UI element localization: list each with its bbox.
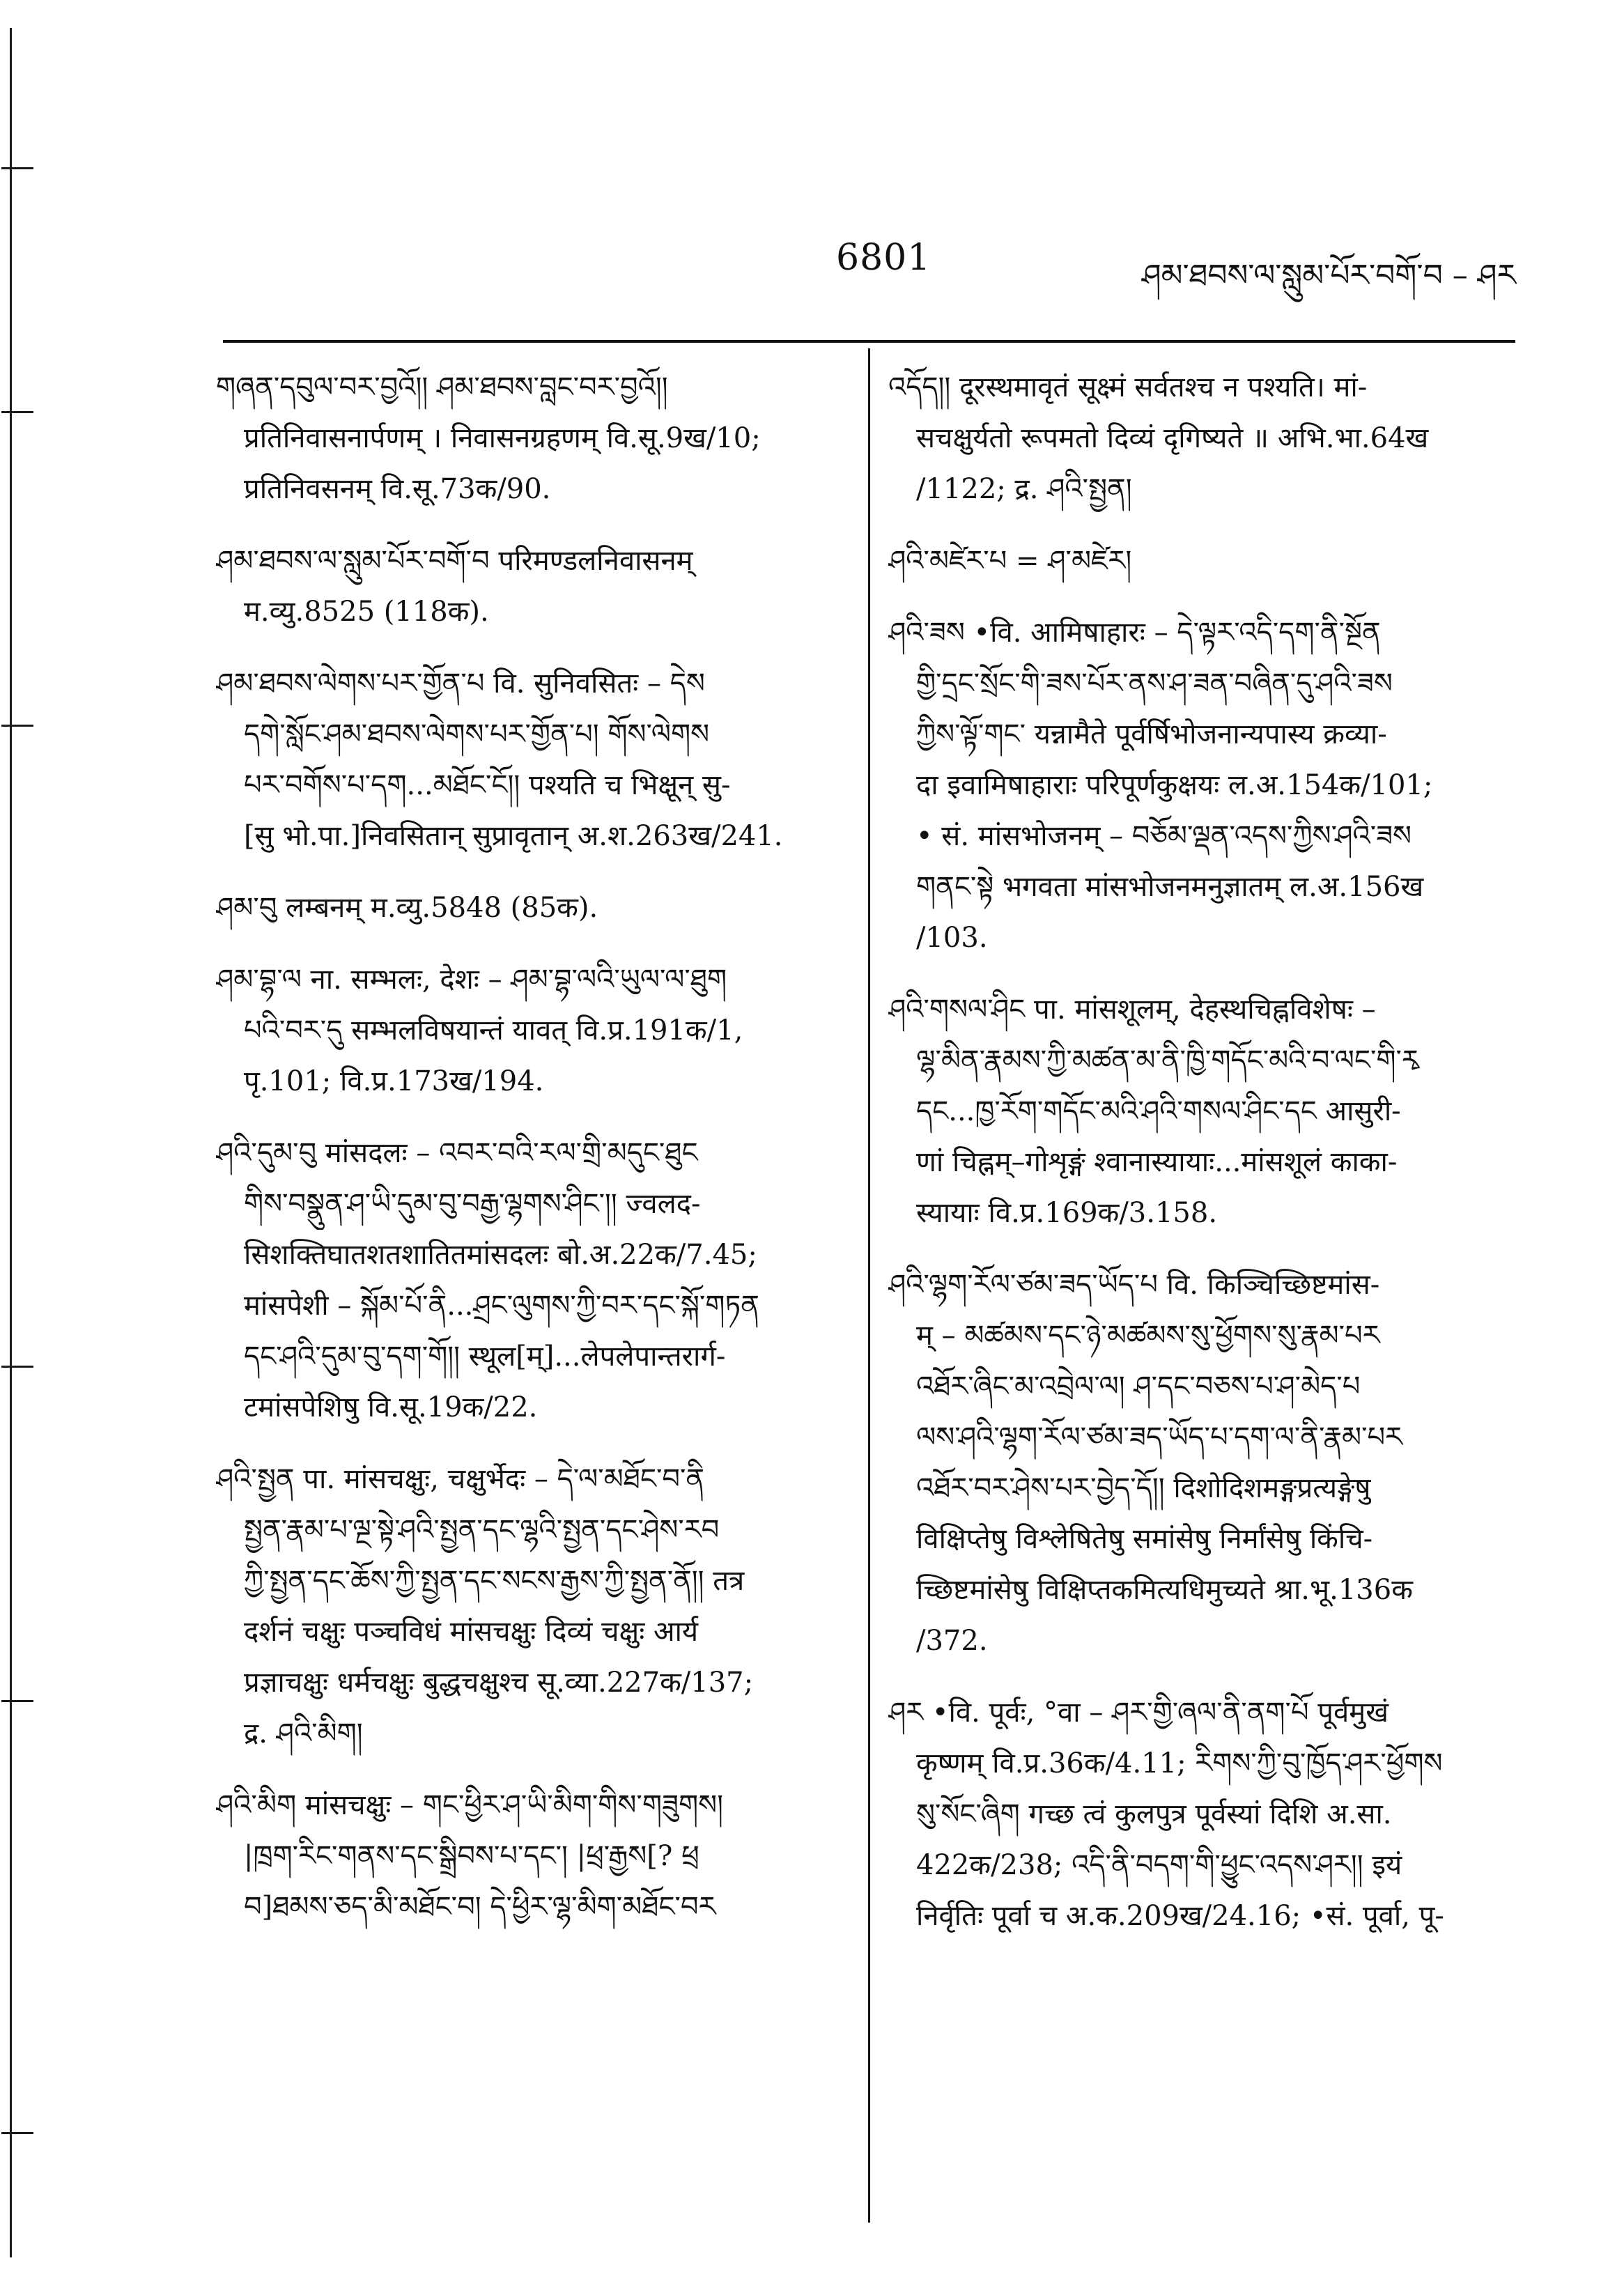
dictionary-entry [216,1780,829,1933]
dictionary-entry [888,1688,1501,1942]
entry-line: སུ་སོང་ཞིག गच्छ त्वं कुलपुत्र पूर्वस्यां दिशि अ.सा. [916,1798,1392,1830]
dictionary-entry [216,658,829,862]
left-column [216,362,829,2230]
entry-line: • सं. मांसभोजनम् – བཅོམ་ལྡན་འདས་ཀྱིས་ཤའི་ཟས [916,820,1412,852]
margin-tick [1,167,33,169]
entry-line: कृष्णम् वि.प्र.36क/4.11; རིགས་ཀྱི་བུ་ཁྱོད་ཤར་ཕྱོགས [916,1747,1443,1779]
entry-line: द्र. ཤའི་མིག། [244,1717,363,1750]
entry-headword-line: ཤར •वि. पूर्वः, °वा – ཤར་གྱི་ཞལ་ནི་ནག་པོ पूर्वमुखं [888,1697,1389,1729]
entry-headword-line: ཤའི་སྤྱན पा. मांसचक्षुः, चक्षुर्भेदः – དེ་ལ་མཐོང་བ་ནི [216,1463,705,1495]
entry-line: /372. [916,1625,988,1657]
entry-line: स्यायाः वि.प्र.169क/3.158. [916,1197,1218,1229]
dictionary-entry [216,536,829,638]
entry-headword-line: ཤམ་ཐབས་ལེགས་པར་གྱོན་པ वि. सुनिवसितः – དེས [216,667,705,700]
entry-line: म् – མཚམས་དང་ཉེ་མཚམས་སུ་ཕྱོགས་སུ་རྣམ་པར [916,1320,1380,1352]
entry-line: निर्वृतिः पूर्वा च अ.क.209ख/24.16; •सं. पूर्वा, पू- [916,1900,1444,1932]
dictionary-entry [216,1454,829,1759]
entry-headword-line: ཤའི་མིག मांसचक्षुः – གང་ཕྱིར་ཤ་ཡི་མིག་གིས་གཟུགས། [216,1789,723,1821]
dictionary-entry [888,362,1501,515]
entry-line: གྱི་དྲང་སྲོང་གི་ཟས་པོར་ནས་ཤ་ཟན་བཞིན་དུ་ཤའི་ཟས [916,667,1393,700]
entry-line: ལས་ཤའི་ལྷག་རོལ་ཙམ་ཟད་ཡོད་པ་དག་ལ་ནི་རྣམ་པར [916,1421,1403,1453]
running-head: ཤམ་ཐབས་ལ་སླུམ་པོར་བགོ་བ – ཤར [1141,258,1516,293]
dictionary-entry [216,883,829,934]
entry-headword-line: ཤའི་དུམ་བུ मांसदलः – འབར་བའི་རལ་གྲི་མདུང་ཐུང [216,1137,698,1169]
entry-line: प्रज्ञाचक्षुः धर्मचक्षुः बुद्धचक्षुश्च सू.व्या.227क/137; [244,1667,754,1699]
header-rule [223,340,1515,343]
entry-line: सचक्षुर्यतो रूपमतो दिव्यं दृगिष्यते ॥ अभि.भा.64ख [916,422,1429,454]
entry-line: འཐོར་བར་ཤེས་པར་བྱེད་དོ།། दिशोदिशमङ्गप्रत्यङ्गेषु [916,1472,1371,1504]
dictionary-entry [216,1128,829,1433]
entry-headword-line: གཞན་དབུལ་བར་བྱའོ།། ཤམ་ཐབས་བླང་བར་བྱའོ།། [216,371,668,403]
page-number: 6801 [836,237,931,279]
entry-line: 422क/238; འདི་ནི་བདག་གི་ཕྱུང་འདས་ཤར།། इयं [916,1849,1402,1881]
entry-line: दर्शनं चक्षुः पञ्चविधं मांसचक्षुः दिव्यं चक्षुः आर्य [244,1616,699,1648]
entry-line: प्रतिनिवासनार्पणम् । निवासनग्रहणम् वि.सू.9ख/10; [244,422,761,454]
dictionary-entry [216,955,829,1107]
entry-headword-line: ཤའི་ཟས •वि. आमिषाहारः – དེ་ལྟར་འདི་དག་ནི་སྔོན [888,617,1381,649]
entry-headword-line: ཤམ་བྷ་ལ ना. सम्भलः, देशः – ཤམ་བྷ་ལའི་ཡུལ་ལ་ཐུག [216,964,727,996]
column-divider [868,348,870,2223]
entry-line: [सु भो.पा.]निवसितान् सुप्रावृतान् अ.श.263ख/241. [244,820,783,852]
entry-line: सिशक्तिघातशतशातितमांसदलः बो.अ.22क/7.45; [244,1239,757,1271]
entry-headword-line: ཤའི་ལྷག་རོལ་ཙམ་ཟད་ཡོད་པ वि. किञ्चिच्छिष्टमांस- [888,1269,1380,1301]
entry-line: བ]ཐམས་ཅད་མི་མཐོང་བ། དེ་ཕྱིར་ལྷ་མིག་མཐོང་བར [244,1891,716,1923]
entry-line: |ཁྲག་རིང་གནས་དང་སྒྲིབས་པ་དང་། |ཕྲ་རྒྱས[? ཕྲ [244,1840,699,1872]
entry-line: णां चिह्नम्–गोशृङ्गं श्वानास्यायाः...मांसशूलं काका- [916,1146,1398,1178]
entry-line: དང་ཤའི་དུམ་བུ་དག་གོ།། स्थूल[म्]...लेपलेपान्तरार्ग- [244,1341,726,1373]
entry-line: म.व्यु.8525 (118क). [244,596,489,628]
entry-line: /103. [916,922,988,954]
dictionary-entry [888,1260,1501,1667]
entry-line: प्रतिनिवसनम् वि.सू.73क/90. [244,473,551,505]
entry-headword-line: འདོད།། दूरस्थमावृतं सूक्ष्मं सर्वतश्च न पश्यति। मां- [888,371,1368,403]
entry-line: གིས་བསྣུན་ཤ་ཡི་དུམ་བུ་བརྒྱ་ལྷགས་ཤིང་།། ज्वलद- [244,1188,701,1220]
entry-line: ཀྱིས་ལྟོ་གང་ यन्नामैते पूर्वर्षिभोजनान्यपास्य क्रव्या- [916,718,1387,750]
margin-tick [1,411,33,413]
dictionary-entry [888,984,1501,1239]
entry-line: གནང་སྟེ भगवता मांसभोजनमनुज्ञातम् ल.अ.156ख [916,871,1424,903]
entry-line: दा इवामिषाहाराः परिपूर्णकुक्षयः ल.अ.154क/101; [916,769,1433,801]
entry-headword-line: ཤམ་བུ लम्बनम् म.व्यु.5848 (85क). [216,892,598,924]
dictionary-entry [888,608,1501,964]
entry-line: मांसपेशी – སྐོམ་པོ་ནི...ཤྲང་ལུགས་ཀྱི་བར་དང་སྐོ་གཏན [244,1290,759,1322]
entry-line: འཐོར་ཞིང་མ་འབྲེལ་ལ། ཤ་དང་བཅས་པ་ཤ་མེད་པ [916,1370,1361,1403]
dictionary-entry [216,362,829,515]
margin-tick [1,1366,33,1368]
entry-line: विक्षिप्तेषु विश्लेषितेषु समांसेषु निर्मांसेषु किंचि- [916,1523,1373,1555]
entry-line: /1122; द्र. ཤའི་སྤྱན། [916,473,1132,505]
dictionary-entry [888,536,1501,587]
entry-line: ལྷ་མིན་རྣམས་ཀྱི་མཚན་མ་ནི་ཁྱི་གདོང་མའི་བ་ལང་གི་རྭ [916,1044,1419,1076]
entry-line: पृ.101; वि.प्र.173ख/194. [244,1065,544,1097]
page-header [223,237,1516,300]
entry-line: པའི་བར་དུ सम्भलविषयान्तं यावत् वि.प्र.191क/1, [244,1014,743,1047]
margin-tick [1,725,33,727]
entry-line: སྤྱན་རྣམ་པ་ལྔ་སྟེ་ཤའི་སྤྱན་དང་ལྷའི་སྤྱན་དང་ཤེས་རབ [244,1514,720,1546]
entry-headword-line: ཤའི་གསལ་ཤིང पा. मांसशूलम्, देहस्थचिह्नविशेषः – [888,994,1376,1026]
entry-line: च्छिष्टमांसेषु विक्षिप्तकमित्यधिमुच्यते श्रा.भू.136क [916,1574,1413,1606]
margin-tick [1,2132,33,2134]
entry-line: टमांसपेशिषु वि.सू.19क/22. [244,1391,538,1423]
entry-headword-line: ཤའི་མཛེར་པ = ཤ་མཛེར། [888,545,1132,577]
entry-line: དགེ་སློང་ཤམ་ཐབས་ལེགས་པར་གྱོན་པ། གོས་ལེགས [244,718,710,750]
margin-tick [1,1700,33,1702]
entry-line: པར་བགོས་པ་དག...མཐོང་ངོ།། पश्यति च भिक्षून् सु- [244,769,731,801]
margin-rule [10,28,12,2257]
entry-line: ཀྱི་སྤྱན་དང་ཆོས་ཀྱི་སྤྱན་དང་སངས་རྒྱས་ཀྱི་སྤྱན་ནོ།། तत्र [244,1565,745,1597]
right-column [888,362,1501,2230]
entry-headword-line: ཤམ་ཐབས་ལ་སླུམ་པོར་བགོ་བ परिमण्डलनिवासनम् [216,545,693,577]
scan-margin [0,0,63,2286]
entry-line: དང...ཁྱ་རོག་གདོང་མའི་ཤའི་གསལ་ཤིང་དང आसुरी- [916,1095,1401,1127]
